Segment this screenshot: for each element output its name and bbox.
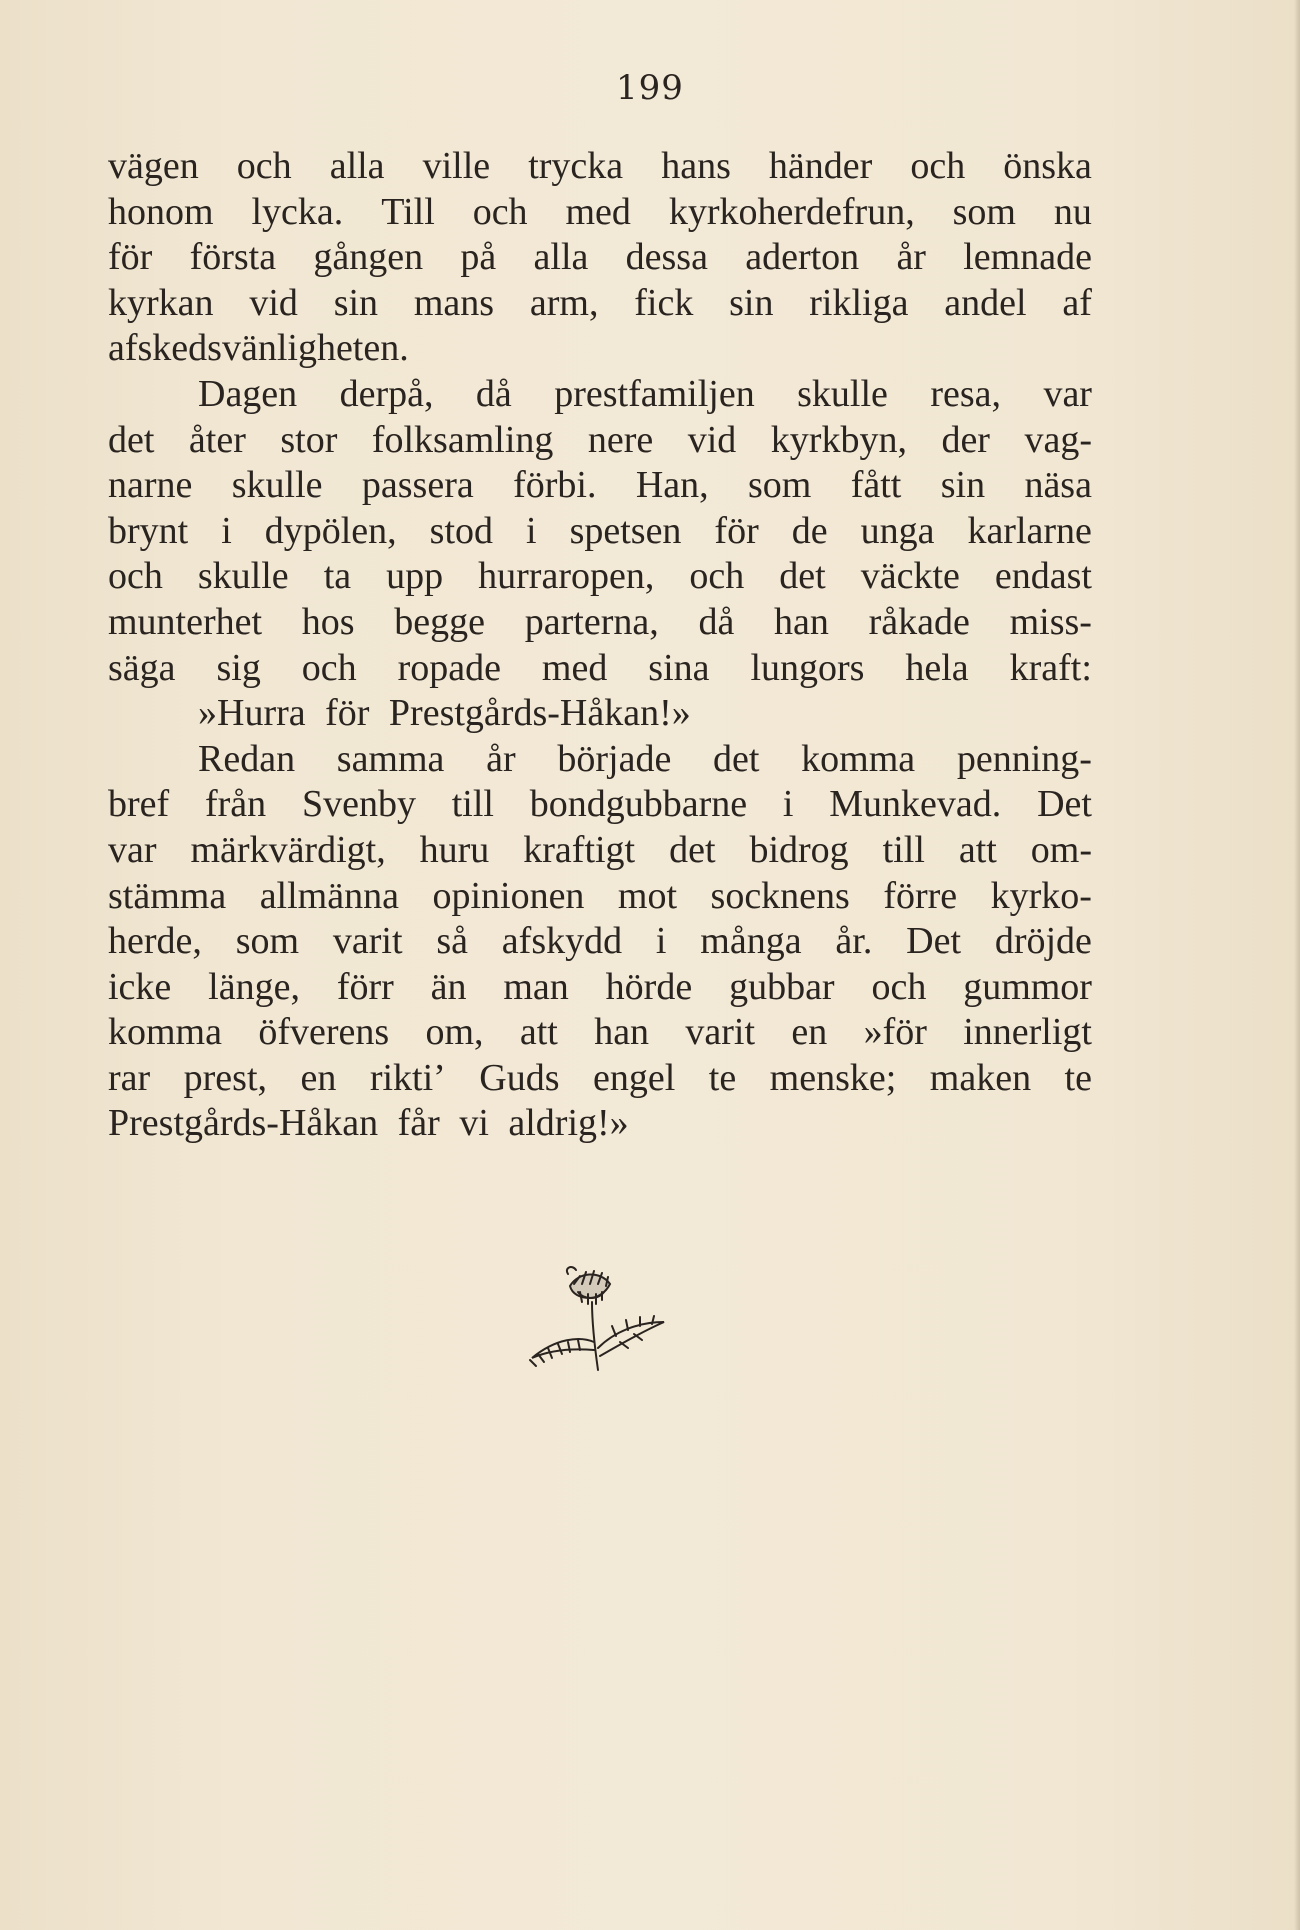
word: med: [541, 646, 608, 689]
word: Det: [1037, 783, 1092, 826]
word: skulle: [197, 555, 289, 598]
word: nu: [1053, 190, 1092, 233]
word: narne: [108, 464, 193, 507]
word: många: [700, 920, 802, 963]
word: rar: [108, 1056, 151, 1099]
word: att: [519, 1011, 558, 1054]
word: ville: [422, 145, 491, 187]
word: i: [782, 783, 794, 826]
word: och: [871, 965, 927, 1008]
word: Svenby: [301, 783, 416, 826]
word: han: [774, 600, 829, 643]
word: Redan: [198, 737, 296, 780]
word: af: [1062, 281, 1092, 324]
text-line: [108, 281, 1092, 327]
word: endast: [994, 555, 1092, 598]
text-line: Prestgårds-Håkan får vi aldrig!»: [108, 1102, 629, 1145]
word: socknens: [710, 874, 850, 917]
word: första: [189, 236, 277, 279]
word: bidrog: [749, 828, 849, 871]
word: och: [301, 646, 357, 689]
word: samma: [336, 737, 445, 780]
word: ropade: [397, 646, 501, 689]
word: om,: [425, 1011, 484, 1054]
text-line: [108, 144, 1092, 190]
word: hela: [905, 646, 969, 689]
word: sig: [216, 646, 261, 689]
word: kyrkbyn,: [770, 418, 907, 461]
word: kraftigt: [523, 828, 636, 871]
word: sina: [648, 646, 710, 689]
word: började: [557, 737, 672, 780]
word: maken: [929, 1056, 1032, 1099]
word: menske;: [769, 1056, 897, 1099]
word: alla: [533, 236, 589, 279]
text-line: [108, 418, 1092, 464]
word: lemnade: [963, 236, 1092, 279]
word: de: [791, 509, 828, 552]
word: sin: [729, 281, 774, 324]
word: honom: [108, 190, 214, 233]
word: brynt: [108, 509, 189, 552]
word: icke: [108, 965, 172, 1008]
word: passera: [361, 464, 474, 507]
word: och: [108, 555, 163, 598]
word: gummor: [963, 965, 1092, 1008]
word: stämma: [108, 874, 227, 917]
word: herde,: [108, 920, 202, 963]
word: Till: [381, 190, 435, 233]
word: kyrkan: [108, 281, 214, 324]
word: dröjde: [994, 920, 1092, 963]
word: för: [108, 236, 153, 279]
word: och: [236, 145, 292, 187]
word: arm,: [529, 281, 599, 324]
word: till: [882, 828, 925, 871]
word: skulle: [797, 372, 888, 415]
text-line: [108, 554, 1092, 600]
word: aderton: [745, 236, 860, 279]
text-line: [108, 235, 1092, 281]
word: innerligt: [963, 1011, 1092, 1054]
text-line: [108, 509, 1092, 555]
word: det: [108, 418, 155, 461]
word: år: [896, 236, 926, 279]
text-line: [108, 828, 1092, 874]
word: förre: [883, 874, 958, 917]
word: vag-: [1024, 418, 1092, 461]
word: mot: [617, 874, 678, 917]
word: dessa: [625, 236, 708, 279]
word: rikti’: [369, 1056, 446, 1099]
text-line: [108, 1010, 1092, 1056]
word: rikliga: [809, 281, 909, 324]
word: fick: [634, 281, 694, 324]
text-line: [108, 919, 1092, 965]
word: Guds: [479, 1056, 560, 1099]
word: huru: [419, 828, 490, 871]
word: från: [204, 783, 267, 826]
word: en: [300, 1056, 337, 1099]
word: penning-: [956, 737, 1092, 780]
word: sin: [940, 464, 986, 507]
word: Munkevad.: [829, 783, 1002, 826]
page-number: 199: [616, 68, 684, 108]
word: lycka.: [251, 190, 344, 233]
word: varit: [685, 1011, 756, 1054]
text-line: [108, 874, 1092, 920]
word: te: [1064, 1056, 1092, 1099]
word: nere: [587, 418, 654, 461]
word: hörde: [605, 965, 693, 1008]
word: hans: [661, 145, 731, 187]
word: sin: [333, 281, 379, 324]
word: komma: [801, 737, 916, 780]
word: än: [430, 965, 467, 1008]
word: komma: [108, 1011, 222, 1054]
word: man: [503, 965, 569, 1008]
word: folksamling: [371, 418, 554, 461]
word: råkade: [868, 600, 970, 643]
word: på: [460, 236, 497, 279]
word: opinionen: [432, 874, 585, 917]
word: och: [472, 190, 528, 233]
word: allmänna: [259, 874, 399, 917]
word: stor: [280, 418, 338, 461]
word: händer: [768, 145, 873, 187]
word: Han,: [635, 464, 709, 507]
word: år: [486, 737, 516, 780]
word: han: [594, 1011, 650, 1054]
word: prestfamiljen: [554, 372, 755, 415]
word: kyrko-: [990, 874, 1092, 917]
word: och: [910, 145, 966, 187]
word: unga: [860, 509, 935, 552]
word: mans: [413, 281, 495, 324]
word: då: [698, 600, 735, 643]
word: och: [689, 555, 745, 598]
word: miss-: [1009, 600, 1092, 643]
word: i: [221, 509, 232, 552]
word: i: [526, 509, 537, 552]
word: begge: [394, 600, 486, 643]
word: bref: [108, 783, 170, 826]
word: länge,: [208, 965, 300, 1008]
text-line: [108, 190, 1092, 236]
word: trycka: [528, 145, 624, 187]
word: upp: [386, 555, 444, 598]
word: i: [655, 920, 667, 963]
word: dypölen,: [264, 509, 397, 552]
text-line: [108, 782, 1092, 828]
text-line: [108, 600, 1092, 646]
word: afskydd: [501, 920, 623, 963]
word: stod: [429, 509, 494, 552]
word: att: [958, 828, 997, 871]
word: om-: [1030, 828, 1092, 871]
word: der: [941, 418, 990, 461]
word: vägen: [108, 145, 199, 187]
word: te: [708, 1056, 737, 1099]
word: ta: [323, 555, 352, 598]
word: prest,: [183, 1056, 268, 1099]
word: märkvärdigt,: [190, 828, 386, 871]
word: år.: [835, 920, 873, 963]
word: som: [235, 920, 300, 963]
word: en: [791, 1011, 828, 1054]
word: »för: [863, 1011, 927, 1054]
word: det: [779, 555, 826, 598]
word: vid: [249, 281, 298, 324]
word: Dagen: [198, 372, 298, 415]
word: så: [436, 920, 468, 963]
word: alla: [329, 145, 385, 187]
word: spetsen: [569, 509, 682, 552]
text-line: »Hurra för Prestgårds-Håkan!»: [198, 692, 691, 735]
word: det: [669, 828, 716, 871]
word: för: [714, 509, 759, 552]
word: skulle: [231, 464, 323, 507]
word: resa,: [930, 372, 1002, 415]
word: andel: [944, 281, 1027, 324]
word: åter: [188, 418, 246, 461]
text-line: [108, 463, 1092, 509]
word: derpå,: [339, 372, 434, 415]
body-text: [108, 144, 1092, 1147]
word: kraft:: [1009, 646, 1092, 689]
word: det: [713, 737, 760, 780]
word: var: [108, 828, 157, 871]
text-line: [108, 737, 1092, 783]
text-line: [108, 372, 1092, 418]
word: säga: [108, 646, 176, 689]
word: gubbar: [729, 965, 835, 1008]
word: näsa: [1024, 464, 1092, 507]
word: munterhet: [108, 600, 263, 643]
text-line: [108, 965, 1092, 1011]
word: engel: [593, 1056, 676, 1099]
word: till: [451, 783, 494, 826]
word: förr: [336, 965, 394, 1008]
word: bondgubbarne: [529, 783, 748, 826]
word: öfverens: [258, 1011, 390, 1054]
word: som: [952, 190, 1016, 233]
page-edge-shadow: [1294, 0, 1300, 1930]
word: Det: [906, 920, 962, 963]
word: då: [475, 372, 512, 415]
text-line: afskedsvänligheten.: [108, 327, 409, 370]
word: kyrkoherdefrun,: [668, 190, 915, 233]
text-line: [108, 1056, 1092, 1102]
word: önska: [1003, 145, 1092, 187]
word: som: [748, 464, 812, 507]
word: förbi.: [513, 464, 597, 507]
word: hurraropen,: [478, 555, 655, 598]
text-line: [108, 646, 1092, 692]
word: parterna,: [524, 600, 659, 643]
word: var: [1043, 372, 1092, 415]
word: gången: [313, 236, 424, 279]
word: hos: [301, 600, 355, 643]
word: lungors: [750, 646, 865, 689]
word: vid: [687, 418, 737, 461]
word: väckte: [860, 555, 960, 598]
word: fått: [850, 464, 902, 507]
thistle-ornament-icon: [520, 1262, 670, 1377]
word: varit: [332, 920, 403, 963]
word: karlarne: [967, 509, 1092, 552]
word: med: [565, 190, 631, 233]
